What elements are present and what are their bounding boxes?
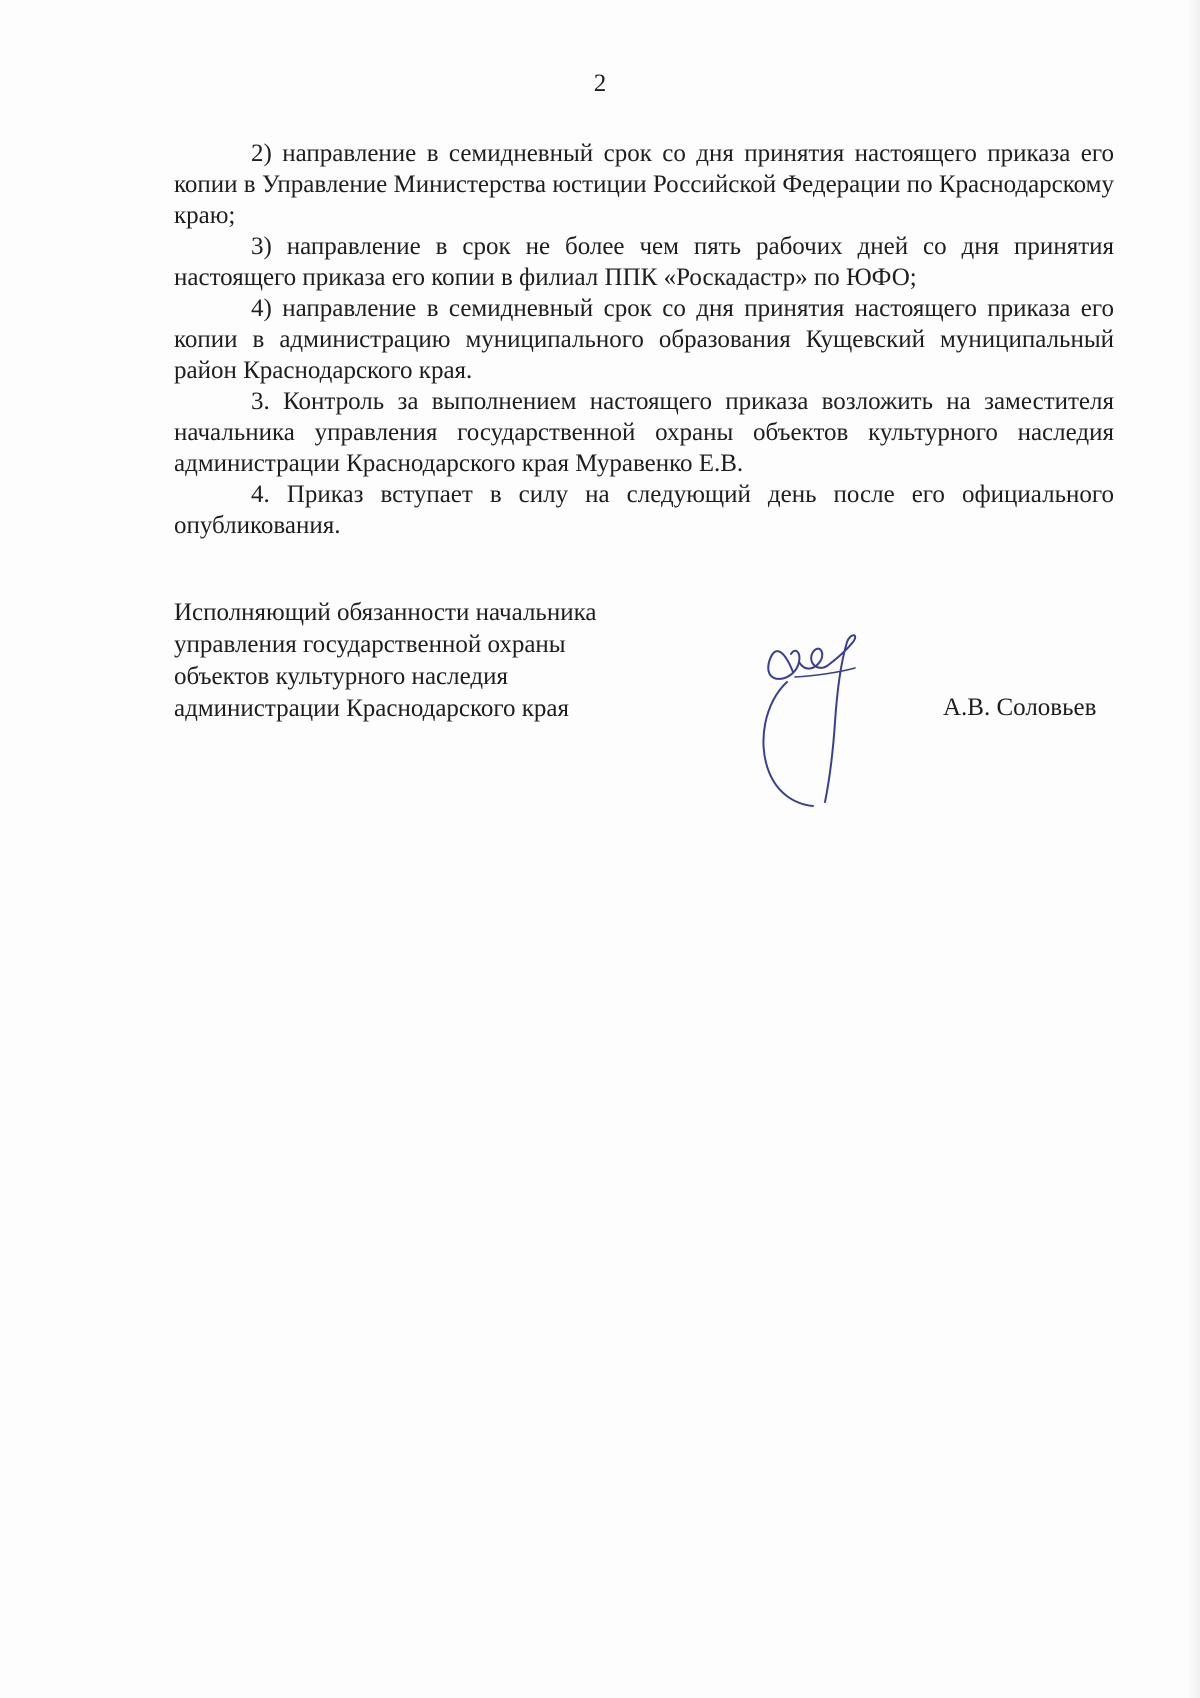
signatory-position-line: объектов культурного наследия <box>174 663 508 690</box>
signatory-name: А.В. Соловьев <box>943 694 1097 721</box>
scan-edge-shadow <box>1186 0 1200 1698</box>
paragraph-item-2: 2) направление в семидневный срок со дня принятия настоящего приказа его копии в Управление Министерства юстиции Российской Федерации по Краснодарскому краю; <box>174 140 1114 229</box>
signatory-position-line: администрации Краснодарского края <box>174 695 570 722</box>
signatory-position <box>174 597 674 725</box>
document-body <box>174 138 1114 541</box>
paragraph-control: 3. Контроль за выполнением настоящего приказа возложить на заместителя начальника управления государственной охраны объектов культурного наследия администрации Краснодарского края Муравенко Е.В. <box>174 388 1114 477</box>
signatory-position-line: Исполняющий обязанности начальника <box>174 599 597 626</box>
handwritten-signature <box>755 632 875 812</box>
paragraph-effective-date: 4. Приказ вступает в силу на следующий день после его официального опубликования. <box>174 481 1114 539</box>
paragraph-item-4: 4) направление в семидневный срок со дня принятия настоящего приказа его копии в администрацию муниципального образования Кущевский муниципальный район Краснодарского края. <box>174 295 1114 384</box>
paragraph-item-3: 3) направление в срок не более чем пять рабочих дней со дня принятия настоящего приказа его копии в филиал ППК «Роскадастр» по ЮФО; <box>174 233 1114 291</box>
page-number: 2 <box>593 70 607 97</box>
signatory-position-line: управления государственной охраны <box>174 631 566 658</box>
